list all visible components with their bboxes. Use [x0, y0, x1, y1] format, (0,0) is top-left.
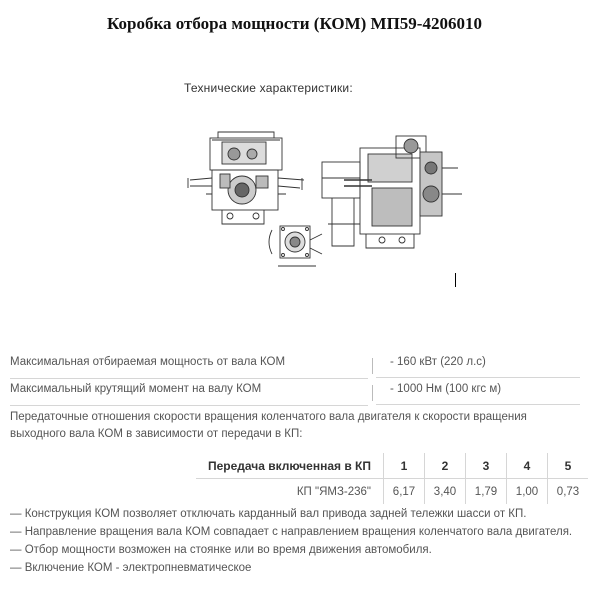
table-header-label: Передача включенная в КП — [196, 453, 384, 479]
table-header-cell: 5 — [548, 453, 589, 479]
text-cursor — [455, 273, 456, 287]
table-header-cell: 2 — [425, 453, 466, 479]
table-header-row — [196, 453, 588, 479]
note-item: — Включение КОМ - электропневматическое — [10, 562, 252, 574]
note-item: — Направление вращения вала КОМ совпадает с направлением вращения коленчатого вала двигателя. — [10, 526, 573, 538]
table-cell: 6,17 — [384, 479, 425, 505]
spec-row-max-torque — [10, 383, 580, 405]
spec-label: Максимальный крутящий момент на валу КОМ — [10, 383, 368, 406]
gear-ratio-table — [196, 453, 588, 504]
table-header-cell: 3 — [466, 453, 507, 479]
table-cell: 1,79 — [466, 479, 507, 505]
specs-subtitle: Технические характеристики: — [184, 81, 353, 95]
spec-value: - 160 кВт (220 л.с) — [376, 356, 580, 378]
table-header-cell: 4 — [507, 453, 548, 479]
spec-value: - 1000 Нм (100 кгс м) — [376, 383, 580, 405]
table-cell: 0,73 — [548, 479, 589, 505]
spec-row-max-power — [10, 356, 580, 378]
column-divider — [372, 358, 373, 374]
note-item: — Отбор мощности возможен на стоянке или во время движения автомобиля. — [10, 544, 432, 556]
ratio-intro-text: Передаточные отношения скорости вращения коленчатого вала двигателя к скорости вращения выходного вала КОМ в зависимости от передачи в КП: — [10, 411, 527, 440]
page-title: Коробка отбора мощности (КОМ) МП59-4206010 — [107, 14, 482, 33]
column-divider — [372, 385, 373, 401]
note-item: — Конструкция КОМ позволяет отключать карданный вал привода задней тележки шасси от КП. — [10, 508, 527, 520]
table-row-label: КП "ЯМЗ-236" — [296, 485, 371, 498]
table-cell: 3,40 — [425, 479, 466, 505]
table-cell: 1,00 — [507, 479, 548, 505]
table-row — [196, 479, 588, 505]
spec-label: Максимальная отбираемая мощность от вала КОМ — [10, 356, 368, 379]
table-header-cell: 1 — [384, 453, 425, 479]
notes-list — [10, 505, 572, 577]
technical-drawing — [182, 128, 467, 278]
